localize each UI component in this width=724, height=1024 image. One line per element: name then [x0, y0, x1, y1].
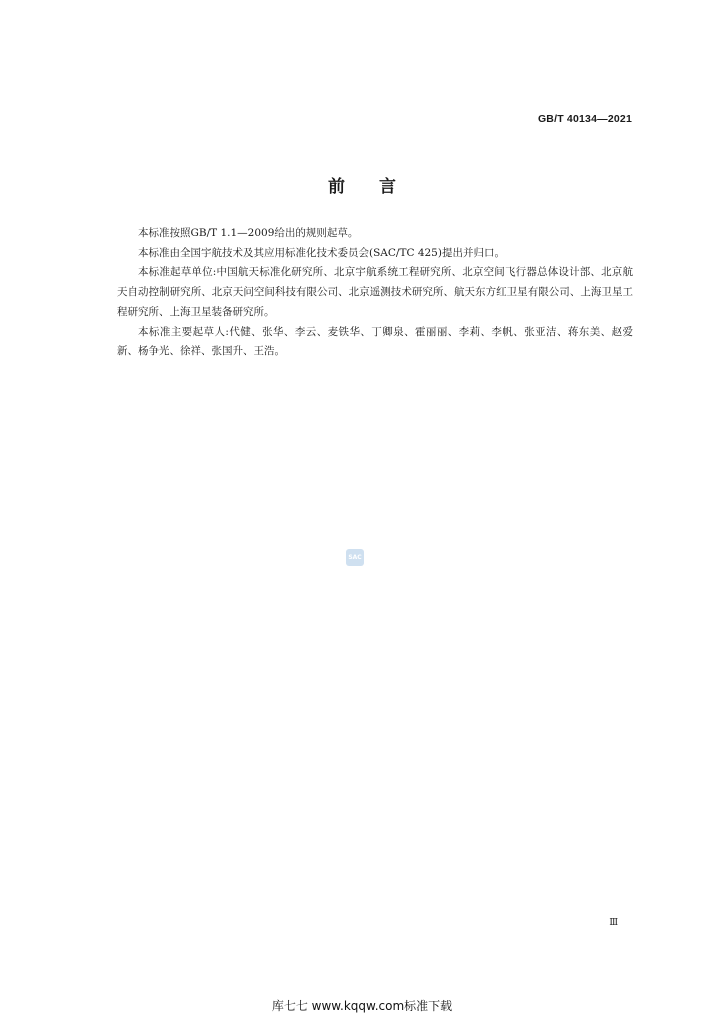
- foreword-body: [117, 224, 633, 362]
- page-title: [0, 172, 724, 197]
- page-number: Ⅲ: [609, 918, 618, 928]
- standard-number: GB/T 40134—2021: [537, 113, 632, 125]
- sac-watermark-logo: SAC: [346, 549, 364, 566]
- title-char-2: 言: [379, 177, 396, 197]
- paragraph-drafting-rules: 本标准按照GB/T 1.1—2009给出的规则起草。: [138, 227, 359, 239]
- footer-download-link[interactable]: 库七七 www.kqqw.com标准下载: [271, 999, 453, 1013]
- paragraph-drafters: 本标准主要起草人:代健、张华、李云、麦铁华、丁卿泉、霍丽丽、李莉、李帆、张亚洁、蒋东美、赵爱新、杨争光、徐祥、张国升、王浩。: [117, 325, 633, 358]
- paragraph-drafting-units: 本标准起草单位:中国航天标准化研究所、北京宇航系统工程研究所、北京空间飞行器总体设计部、北京航天自动控制研究所、北京天问空间科技有限公司、北京遥测技术研究所、航天东方红卫星有限公司、上海卫星工程研究所、上海卫星装备研究所。: [117, 266, 633, 318]
- paragraph-proposer: 本标准由全国宇航技术及其应用标准化技术委员会(SAC/TC 425)提出并归口。: [138, 246, 505, 259]
- title-char-1: 前: [328, 177, 345, 197]
